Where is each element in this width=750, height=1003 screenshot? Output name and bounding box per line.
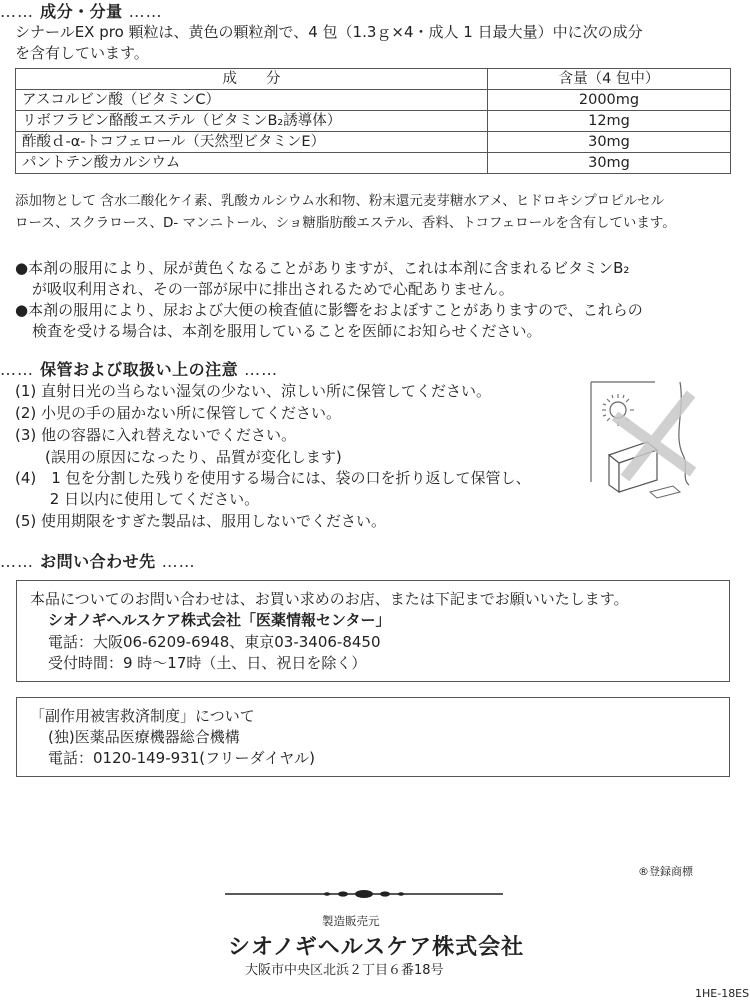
ingredient-amount: 12mg xyxy=(488,111,731,132)
ingredient-name: アスコルビン酸（ビタミンC） xyxy=(16,90,488,111)
storage-item-3-note: (誤用の原因になったり、品質が変化します) xyxy=(15,448,342,466)
no-direct-sunlight-illustration xyxy=(585,380,710,500)
maker-label: 製造販売元 xyxy=(322,914,380,928)
ingredient-amount: 2000mg xyxy=(488,90,731,111)
table-header-row xyxy=(16,69,731,90)
storage-item-3: (3) 他の容器に入れ替えないでください。 xyxy=(15,426,297,444)
contact-section-title: …… お問い合わせ先 …… xyxy=(0,552,196,571)
ingredients-table xyxy=(15,68,731,174)
contact-intro: 本品についてのお問い合わせは、お買い求めのお店、または下記までお願いいたします。 xyxy=(30,590,629,608)
note-test-values-line1: ●本剤の服用により、尿および大便の検査値に影響をおよぼすことがありますので、これらの xyxy=(15,301,643,319)
ingredients-desc-line2: を含有しています。 xyxy=(15,44,149,62)
contact-info-box xyxy=(16,580,730,682)
column-header-ingredient: 成 分 xyxy=(16,69,488,90)
storage-section-title: …… 保管および取扱い上の注意 …… xyxy=(0,360,279,379)
document-code: 1HE-18ES xyxy=(695,987,750,1000)
relief-org-name: (独)医薬品医療機器総合機構 xyxy=(48,728,240,746)
ornament-divider xyxy=(225,887,503,901)
additives-line1: 添加物として 含水二酸化ケイ素、乳酸カルシウム水和物、粉末還元麦芽糖水アメ、ヒドロキシプロピルセル xyxy=(15,193,665,209)
contact-center-name: シオノギヘルスケア株式会社「医薬情報センター」 xyxy=(48,611,391,629)
note-urine-color-line1: ●本剤の服用により、尿が黄色くなることがありますが、これは本剤に含まれるビタミンB₂ xyxy=(15,259,630,277)
table-row xyxy=(16,90,731,111)
ingredient-amount: 30mg xyxy=(488,153,731,174)
storage-item-5: (5) 使用期限をすぎた製品は、服用しないでください。 xyxy=(15,512,387,530)
ingredient-name: リボフラビン酪酸エステル（ビタミンB₂誘導体） xyxy=(16,111,488,132)
contact-hours: 受付時間：9 時〜17時（土、日、祝日を除く） xyxy=(48,654,367,672)
storage-item-4-cont: 2 日以内に使用してください。 xyxy=(15,490,260,508)
table-row xyxy=(16,153,731,174)
table-row xyxy=(16,132,731,153)
relief-system-box xyxy=(16,697,730,777)
additives-line2: ロース、スクラロース、D- マンニトール、ショ糖脂肪酸エステル、香料、トコフェロールを含有しています。 xyxy=(15,215,676,231)
ingredient-amount: 30mg xyxy=(488,132,731,153)
storage-item-1: (1) 直射日光の当らない湿気の少ない、涼しい所に保管してください。 xyxy=(15,382,492,400)
column-header-amount: 含量（4 包中） xyxy=(488,69,731,90)
trademark-note: ®登録商標 xyxy=(638,865,693,878)
ingredients-section-title: …… 成分・分量 …… xyxy=(0,2,163,21)
ingredients-desc-line1: シナールEX pro 顆粒は、黄色の顆粒剤で、4 包（1.3ｇ×4・成人 1 日最大量）中に次の成分 xyxy=(15,23,643,41)
relief-phone: 電話：0120-149-931(フリーダイヤル) xyxy=(48,749,315,767)
company-name: シオノギヘルスケア株式会社 xyxy=(228,935,525,960)
ingredient-name: 酢酸ｄ-α-トコフェロール（天然型ビタミンE） xyxy=(16,132,488,153)
relief-system-title: 「副作用被害救済制度」について xyxy=(30,707,255,725)
ingredient-name: パントテン酸カルシウム xyxy=(16,153,488,174)
contact-phone: 電話：大阪06-6209-6948、東京03-3406-8450 xyxy=(48,633,381,651)
note-test-values-line2: 検査を受ける場合は、本剤を服用していることを医師にお知らせください。 xyxy=(32,322,542,340)
table-row xyxy=(16,111,731,132)
company-address: 大阪市中央区北浜２丁目６番18号 xyxy=(245,963,444,978)
note-urine-color-line2: が吸収利用され、その一部が尿中に排出されるためで心配ありません。 xyxy=(32,280,514,298)
storage-item-4: (4) 1 包を分割した残りを使用する場合には、袋の口を折り返して保管し、 xyxy=(15,469,531,487)
storage-item-2: (2) 小児の手の届かない所に保管してください。 xyxy=(15,404,342,422)
